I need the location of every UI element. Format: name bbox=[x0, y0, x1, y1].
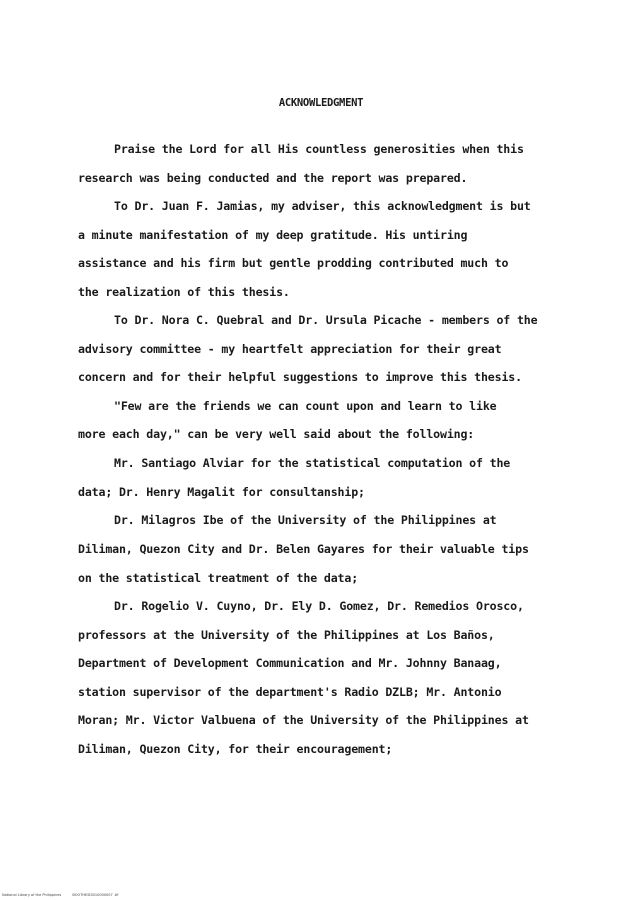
body-line: more each day," can be very well said about the following: bbox=[78, 427, 475, 441]
body-line: concern and for their helpful suggestions to improve this thesis. bbox=[78, 370, 522, 384]
body-line: "Few are the friends we can count upon and learn to like bbox=[114, 399, 497, 413]
body-line: Dr. Milagros Ibe of the University of the Philippines at bbox=[114, 513, 497, 527]
body-line: Department of Development Communication and Mr. Johnny Banaag, bbox=[78, 656, 502, 670]
body-line: Mr. Santiago Alviar for the statistical computation of the bbox=[114, 456, 511, 470]
body-line: Dr. Rogelio V. Cuyno, Dr. Ely D. Gomez, Dr. Remedios Orosco, bbox=[114, 599, 524, 613]
footer-code: BOOTHESIS010000007 .tif bbox=[72, 893, 119, 897]
body-line: To Dr. Nora C. Quebral and Dr. Ursula Picache - members of the bbox=[114, 313, 538, 327]
body-line: advisory committee - my heartfelt appreciation for their great bbox=[78, 342, 502, 356]
body-line: Diliman, Quezon City and Dr. Belen Gayares for their valuable tips bbox=[78, 542, 529, 556]
body-line: professors at the University of the Philippines at Los Baños, bbox=[78, 628, 495, 642]
body-line: a minute manifestation of my deep gratitude. His untiring bbox=[78, 228, 468, 242]
scan-footer bbox=[2, 893, 129, 897]
body-line: To Dr. Juan F. Jamias, my adviser, this acknowledgment is but bbox=[114, 199, 531, 213]
body-line: the realization of this thesis. bbox=[78, 285, 290, 299]
body-line: Moran; Mr. Victor Valbuena of the University of the Philippines at bbox=[78, 713, 529, 727]
body-line: Praise the Lord for all His countless generosities when this bbox=[114, 142, 524, 156]
body-line: on the statistical treatment of the data; bbox=[78, 571, 359, 585]
page-title: ACKNOWLEDGMENT bbox=[278, 97, 364, 109]
body-line: station supervisor of the department's Radio DZLB; Mr. Antonio bbox=[78, 685, 502, 699]
body-line: assistance and his firm but gentle prodding contributed much to bbox=[78, 256, 509, 270]
footer-library: National Library of the Philippines bbox=[2, 893, 62, 897]
body-line: research was being conducted and the report was prepared. bbox=[78, 171, 468, 185]
body-line: Diliman, Quezon City, for their encouragement; bbox=[78, 742, 393, 756]
body-line: data; Dr. Henry Magalit for consultanship; bbox=[78, 485, 365, 499]
